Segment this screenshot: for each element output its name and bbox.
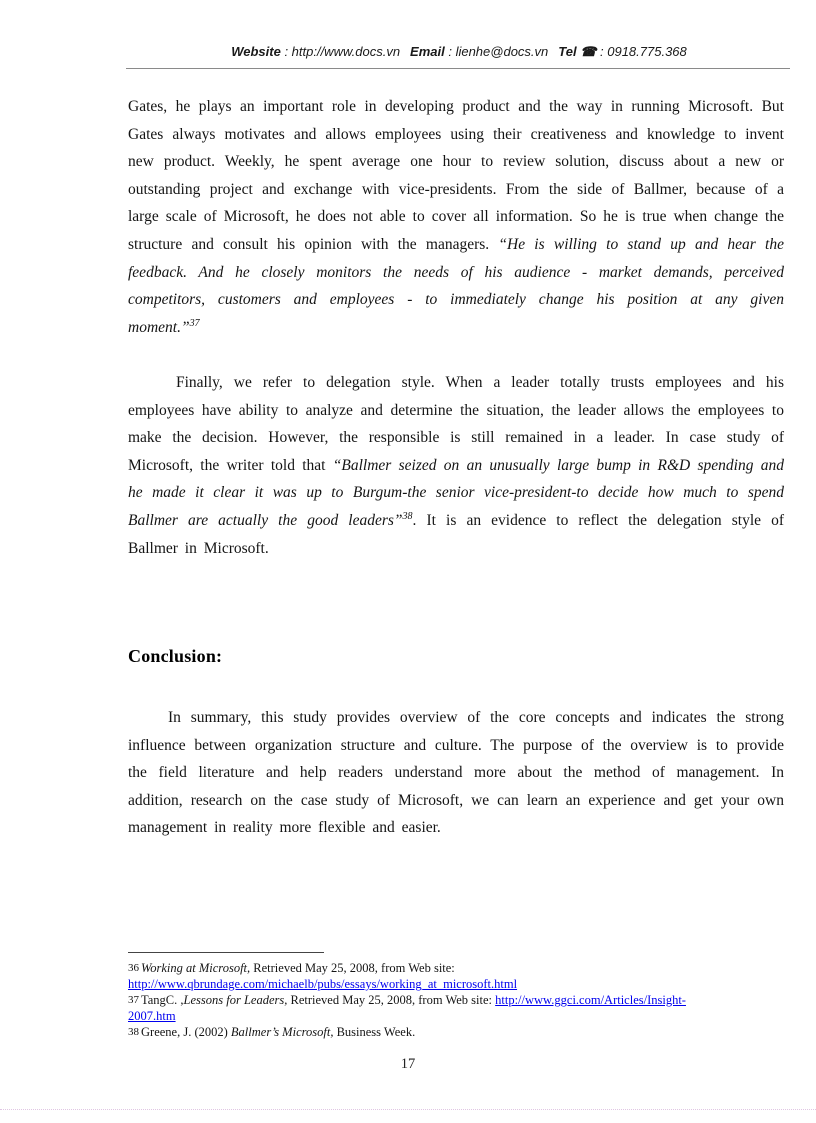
- page-header: [128, 44, 790, 60]
- footnote-title: Lessons for Leaders,: [183, 993, 288, 1007]
- footnote-separator: [128, 952, 324, 953]
- paragraph-delegation-style: [128, 369, 784, 562]
- tel-value: : 0918.775.368: [596, 44, 687, 59]
- website-value: : http://www.docs.vn: [280, 44, 401, 59]
- footnote-title: Working at Microsoft,: [141, 961, 251, 975]
- footnote-37-link-line2[interactable]: 2007.htm: [128, 1009, 176, 1023]
- footnote-38: [128, 1024, 788, 1040]
- paragraph-gates-ballmer: [128, 93, 784, 341]
- footnote-36: [128, 960, 788, 992]
- footnote-37-link-line1[interactable]: http://www.ggci.com/Articles/Insight-: [495, 993, 686, 1007]
- footnote-number: 38: [128, 1026, 139, 1038]
- footnote-ref-38: 38: [402, 510, 413, 522]
- footnote-title: Ballmer’s Microsoft,: [230, 1025, 334, 1039]
- page-bottom-divider: [0, 1109, 816, 1110]
- footnote-author: Greene, J. (2002): [141, 1025, 231, 1039]
- footnote-text: Business Week.: [333, 1025, 416, 1039]
- footnote-ref-37: 37: [189, 317, 200, 329]
- email-value: : lienhe@docs.vn: [444, 44, 549, 59]
- phone-icon: ☎: [580, 44, 597, 59]
- footnote-text: Retrieved May 25, 2008, from Web site:: [250, 961, 455, 975]
- quote-ballmer-delegation: “Ballmer seized on an unusually large bump in R&D spending and he made it clear it was up to Burgum-the senior vice-president-to decide how much to spend Ballmer are actually the good leaders”: [128, 456, 784, 529]
- page-number: 17: [400, 1056, 416, 1072]
- paragraph-text: Gates, he plays an important role in developing product and the way in running Microsoft. But Gates always motivates and allows employees using their creativeness and knowledge to invent new product. Weekly, he spent average one hour to review solution, discuss about a new or outstanding project and exchange with vice-presidents. From the side of Ballmer, because of a large scale of Microsoft, he does not able to cover all information. So he is true when change the structure and consult his opinion with the managers.: [128, 98, 784, 253]
- paragraph-text: . It is an evidence to reflect the delegation style of Ballmer in Microsoft.: [128, 511, 784, 557]
- footnote-author: TangC. ,: [141, 993, 184, 1007]
- paragraph-text: Finally, we refer to delegation style. When a leader totally trusts employees and his employees have ability to analyze and determine the situation, the leader allows the employees to make the decision. However, the responsible is still remained in a leader. In case study of Microsoft, the writer told that: [128, 374, 784, 474]
- paragraph-summary: In summary, this study provides overview of the core concepts and indicates the strong influence between organization structure and culture. The purpose of the overview is to provide the field literature and help readers understand more about the method of management. In addition, research on the case study of Microsoft, we can learn an experience and get your own management in reality more flexible and easier.: [128, 709, 784, 837]
- footnote-36-link[interactable]: http://www.qbrundage.com/michaelb/pubs/essays/working_at_microsoft.html: [128, 977, 518, 991]
- quote-ballmer-feedback: “He is willing to stand up and hear the feedback. And he closely monitors the needs of his audience - market demands, perceived competitors, customers and employees - to immediately change his position at any given moment.”: [128, 235, 784, 336]
- footnote-number: 37: [128, 994, 139, 1006]
- conclusion-heading: Conclusion:: [128, 646, 223, 666]
- footnotes-section: [128, 960, 788, 1040]
- tel-label: Tel: [558, 44, 577, 59]
- footnote-text: Retrieved May 25, 2008, from Web site:: [287, 993, 496, 1007]
- footnote-number: 36: [128, 962, 139, 974]
- website-label: Website: [231, 44, 281, 59]
- email-label: Email: [410, 44, 445, 59]
- footnote-37: [128, 992, 788, 1024]
- header-divider: [126, 68, 790, 69]
